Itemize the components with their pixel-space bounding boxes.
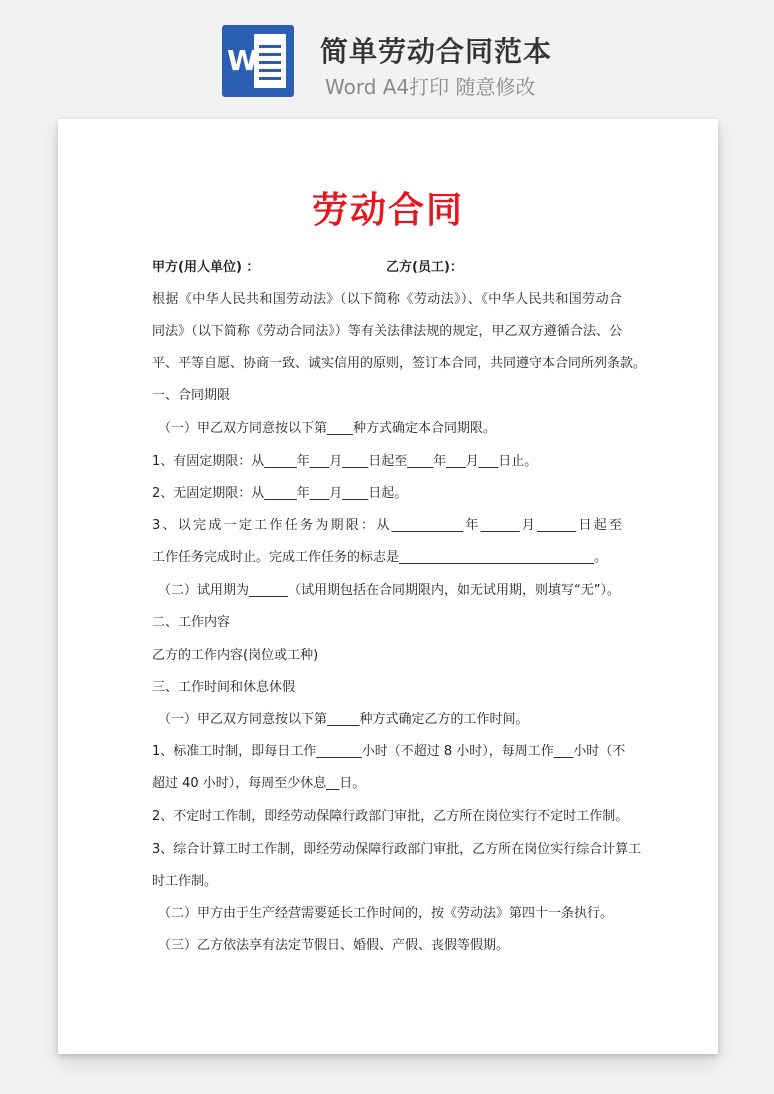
- word-icon-line: [259, 61, 281, 64]
- paragraph-line: 3、综合计算工时工作制，即经劳动保障行政部门审批，乙方所在岗位实行综合计算工: [152, 842, 642, 857]
- paragraph-line: 乙方的工作内容(岗位或工种): [152, 648, 319, 663]
- banner-subtitle: Word A4打印 随意修改: [325, 75, 536, 99]
- word-icon-line: [259, 69, 281, 72]
- paragraph-line: 3、以完成一定工作任务为期限：从___________年______月______日起至: [152, 518, 622, 533]
- word-icon-line: [259, 53, 281, 56]
- header-banner: [0, 0, 774, 110]
- paragraph-line: （二）试用期为______（试用期包括在合同期限内，如无试用期，则填写“无”）。: [158, 583, 620, 598]
- paragraph-line: 工作任务完成时止。完成工作任务的标志是______________________________。: [152, 550, 608, 565]
- document-page: [58, 119, 718, 1054]
- party-a-label: 甲方(用人单位) ：: [152, 260, 260, 275]
- word-icon-line: [259, 45, 281, 48]
- paragraph-line: （三）乙方依法享有法定节假日、婚假、产假、丧假等假期。: [158, 938, 510, 953]
- section-heading: 三、工作时间和休息休假: [152, 680, 296, 695]
- paragraph-line: 2、不定时工作制，即经劳动保障行政部门审批，乙方所在岗位实行不定时工作制。: [152, 809, 629, 824]
- paragraph-line: （二）甲方由于生产经营需要延长工作时间的，按《劳动法》第四十一条执行。: [158, 906, 614, 921]
- paragraph-line: 根据《中华人民共和国劳动法》（以下简称《劳动法》）、《中华人民共和国劳动合: [152, 292, 622, 307]
- word-icon-letter: W: [227, 44, 258, 77]
- paragraph-line: 同法》（以下简称《劳动合同法》）等有关法律法规的规定，甲乙双方遵循合法、公: [152, 324, 622, 339]
- word-icon: [222, 25, 294, 97]
- paragraph-line: 时工作制。: [152, 874, 218, 889]
- section-heading: 一、合同期限: [152, 388, 231, 403]
- paragraph-line: 2、无固定期限：从_____年___月____日起。: [152, 486, 408, 501]
- paragraph-line: 1、标准工时制，即每日工作_______小时（不超过 8 小时），每周工作___小时（不: [152, 744, 626, 759]
- party-b-label: 乙方(员工)：: [386, 260, 463, 275]
- section-heading: 二、工作内容: [152, 615, 231, 630]
- word-icon-line: [259, 77, 281, 80]
- paragraph-line: 超过 40 小时），每周至少休息__日。: [152, 776, 366, 791]
- paragraph-line: 1、有固定期限：从_____年___月____日起至____年___月___日止。: [152, 454, 538, 469]
- paragraph-line: （一）甲乙双方同意按以下第____种方式确定本合同期限。: [158, 421, 497, 436]
- banner-title: 简单劳动合同范本: [320, 35, 553, 68]
- document-title: 劳动合同: [311, 190, 464, 231]
- paragraph-line: 平、平等自愿、协商一致、诚实信用的原则，签订本合同，共同遵守本合同所列条款。: [152, 356, 647, 371]
- parties-row: [152, 259, 622, 277]
- paragraph-line: （一）甲乙双方同意按以下第_____种方式确定乙方的工作时间。: [158, 712, 529, 727]
